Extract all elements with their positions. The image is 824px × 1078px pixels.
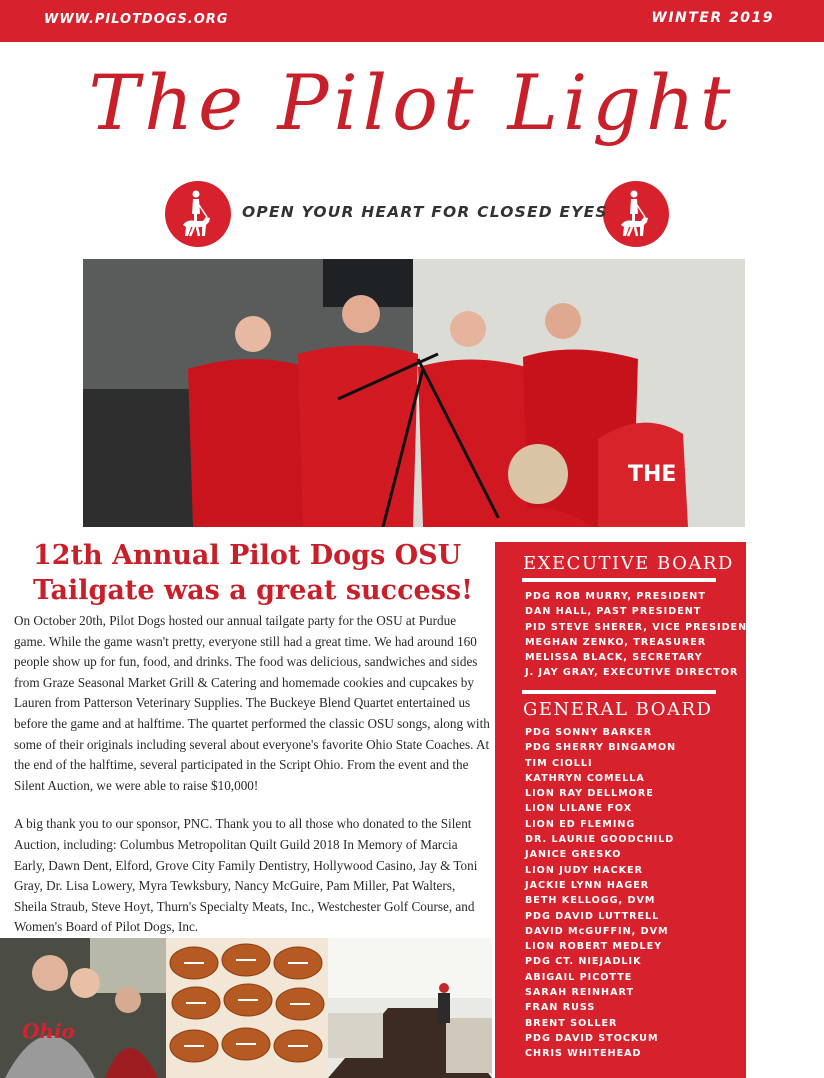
board-member: DAVID McGUFFIN, DVM bbox=[525, 925, 669, 937]
board-member: LION RAY DELLMORE bbox=[525, 788, 654, 800]
tagline: OPEN YOUR HEART FOR CLOSED EYES bbox=[242, 203, 608, 221]
board-member: MELISSA BLACK, SECRETARY bbox=[525, 652, 703, 664]
board-member: PDG CT. NIEJADLIK bbox=[525, 956, 642, 968]
article-body bbox=[14, 611, 490, 956]
board-member: LION LILANE FOX bbox=[525, 803, 633, 815]
general-board-list bbox=[525, 725, 676, 1062]
general-board-heading: GENERAL BOARD bbox=[523, 699, 713, 720]
board-member: KATHRYN COMELLA bbox=[525, 772, 645, 784]
website-link[interactable]: WWW.PILOTDOGS.ORG bbox=[44, 12, 229, 27]
board-member: PDG DAVID LUTTRELL bbox=[525, 910, 660, 922]
board-member: DR. LAURIE GOODCHILD bbox=[525, 834, 675, 846]
divider bbox=[522, 690, 716, 694]
article-paragraph: On October 20th, Pilot Dogs hosted our annual tailgate party for the OSU at Purdue game. While the game wasn't pretty, everyone still had a great time. We had around 160 people show up for fun, food, and drinks. The food was delicious, sandwiches and sides from Graze Seasonal Market Grill & Catering and homemade cookies and cupcakes by Lauren from Patterson Veterinary Supplies. The Buckeye Blend Quartet entertained us before the game and at halftime. The quartet performed the classic OSU songs, along with some of their originals including several about everyone's favorite Ohio State Coaches. At the end of the halftime, several participated in the Script Ohio. From the event and the Silent Auction, we were able to raise $10,000! bbox=[14, 613, 490, 793]
divider bbox=[522, 578, 716, 582]
board-member: LION ED FLEMING bbox=[525, 818, 636, 830]
board-member: PID STEVE SHERER, VICE PRESIDENT bbox=[525, 621, 755, 633]
board-member: TIM CIOLLI bbox=[525, 757, 593, 769]
guests-photo bbox=[0, 938, 166, 1078]
board-member: BETH KELLOGG, DVM bbox=[525, 895, 656, 907]
board-member: BRENT SOLLER bbox=[525, 1017, 618, 1029]
hat-text: THE bbox=[628, 462, 677, 487]
shirt-text: Ohio bbox=[22, 1019, 75, 1043]
board-sidebar bbox=[495, 542, 755, 1078]
article-headline: 12th Annual Pilot Dogs OSU Tailgate was a great success! bbox=[33, 540, 473, 606]
board-member: PDG ROB MURRY, PRESIDENT bbox=[525, 591, 706, 602]
guide-dog-logo-icon bbox=[165, 181, 231, 247]
executive-board-list bbox=[525, 589, 755, 681]
guide-dog-logo-icon bbox=[603, 181, 669, 247]
board-member: MEGHAN ZENKO, TREASURER bbox=[525, 636, 707, 648]
board-member: PDG SHERRY BINGAMON bbox=[525, 742, 677, 754]
article-paragraph: A big thank you to our sponsor, PNC. Thank you to all those who donated to the Silent Auction, including: Columbus Metropolitan Quilt Guild 2018 In Memory of Marcia Early, Dawn Dent, Elford, Grove City Family Dentistry, Hollywood Casino, Jay & Toni Gray, Dr. Lisa Lowery, Myra Tewksbury, Nancy McGuire, Pam Miller, Pat Walters, Sheila Straub, Steve Hoyt, Thurn's Specialty Meats, Inc., Westchester Golf Course, and Women's Board of Pilot Dogs, Inc. bbox=[14, 816, 478, 935]
board-member: PDG DAVID STOCKUM bbox=[525, 1032, 659, 1044]
event-hall-photo bbox=[328, 938, 492, 1078]
board-member: ABIGAIL PICOTTE bbox=[525, 971, 633, 983]
issue-date: WINTER 2019 bbox=[651, 10, 774, 26]
board-member: SARAH REINHART bbox=[525, 987, 635, 999]
executive-board-heading: EXECUTIVE BOARD bbox=[523, 553, 734, 574]
newsletter-title: The Pilot Light bbox=[88, 58, 736, 147]
quartet-photo bbox=[83, 259, 745, 527]
board-member: LION JUDY HACKER bbox=[525, 864, 643, 876]
top-banner bbox=[0, 0, 824, 42]
board-member: DAN HALL, PAST PRESIDENT bbox=[525, 606, 702, 618]
board-member: JANICE GRESKO bbox=[525, 849, 622, 861]
board-member: JACKIE LYNN HAGER bbox=[525, 879, 650, 891]
board-member: PDG SONNY BARKER bbox=[525, 727, 653, 738]
board-member: LION ROBERT MEDLEY bbox=[525, 941, 663, 953]
football-cookies-photo bbox=[166, 938, 328, 1078]
board-member: CHRIS WHITEHEAD bbox=[525, 1048, 642, 1060]
board-member: FRAN RUSS bbox=[525, 1002, 596, 1014]
board-member: J. JAY GRAY, EXECUTIVE DIRECTOR bbox=[525, 667, 739, 679]
